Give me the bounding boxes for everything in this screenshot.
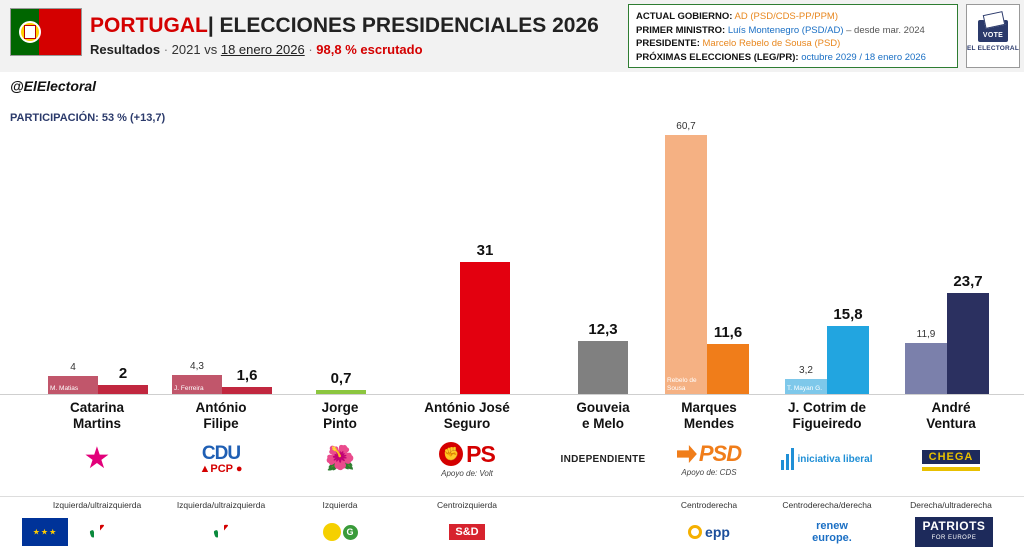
bar-prev-note-antonio-filipe: J. Ferreira <box>174 384 204 392</box>
candidate-name <box>33 395 161 432</box>
independiente-label: INDEPENDIENTE <box>560 453 646 465</box>
bar-cur-value-gouveia-e-melo: 12,3 <box>588 321 618 338</box>
footer-divider <box>0 496 1024 497</box>
info-gov-label: ACTUAL GOBIERNO: <box>636 11 733 22</box>
candidate-name-line2: Martins <box>72 416 121 431</box>
independent-icon <box>540 436 666 482</box>
bar-cur-value-jorge-pinto: 0,7 <box>330 370 352 387</box>
ideology-andre-ventura: Derecha/ultraderecha <box>910 500 992 510</box>
info-box <box>628 4 958 68</box>
ps-fist-symbol <box>439 442 463 466</box>
candidate-marques-mendes[interactable] <box>650 395 768 482</box>
ideology-jorge-pinto: Izquierda <box>322 500 358 510</box>
bar-cur-value-catarina-martins: 2 <box>118 365 128 382</box>
candidate-cotrim-de-figueiredo[interactable] <box>763 395 891 482</box>
bar-cur-catarina-martins <box>98 365 148 394</box>
iniciativa-liberal-icon <box>763 436 891 482</box>
sd-icon <box>432 518 502 546</box>
bar-cur-value-antonio-filipe: 1,6 <box>236 367 258 384</box>
ballot-box-text: VOTE <box>982 32 1004 39</box>
info-pres-label: PRESIDENTE: <box>636 38 700 49</box>
ps-apoyo-label: Apoyo de: Volt <box>441 468 493 478</box>
candidate-name <box>890 395 1012 432</box>
subtitle-date: 18 enero 2026 <box>220 42 305 57</box>
sd-label: S&D <box>449 524 484 540</box>
candidates-band <box>0 395 1024 496</box>
info-pm-label: PRIMER MINISTRO: <box>636 24 726 36</box>
candidate-name-line1: Gouveia <box>576 400 630 415</box>
subtitle-dot1: · <box>163 42 169 57</box>
candidate-jorge-pinto[interactable] <box>285 395 395 482</box>
candidate-catarina-martins[interactable] <box>33 395 161 482</box>
renew-line1: renew <box>816 520 848 532</box>
info-president <box>636 37 950 51</box>
subtitle-dot2: · <box>308 42 313 57</box>
bar-cur-marques-mendes <box>707 324 749 394</box>
ps-label: PS <box>466 440 495 467</box>
renew-line2: europe. <box>812 532 852 544</box>
elelectoral-logo <box>966 4 1020 68</box>
candidate-andre-ventura[interactable] <box>890 395 1012 482</box>
il-label: iniciativa liberal <box>797 453 873 465</box>
bar-prev-value-antonio-filipe: 4,3 <box>190 361 204 372</box>
candidate-name <box>397 395 537 432</box>
candidate-name <box>285 395 395 432</box>
title-rest: | ELECCIONES PRESIDENCIALES 2026 <box>207 14 599 37</box>
bar-chart <box>0 121 1024 395</box>
pcp-label: ▲PCP ● <box>199 462 243 475</box>
page-title <box>90 14 599 38</box>
portugal-flag-icon <box>10 8 82 56</box>
bar-cur-cotrim-de-figueiredo <box>827 306 869 394</box>
candidate-name-line2: Seguro <box>443 416 491 431</box>
bar-prev-value-marques-mendes: 60,7 <box>676 121 696 132</box>
cdu-pcp-icon <box>157 436 285 482</box>
subtitle-counted: 98,8 % escrutado <box>316 42 423 57</box>
bar-prev-note-marques-mendes: Rebelo de Sousa <box>667 377 697 392</box>
candidate-name-line1: António <box>195 400 247 415</box>
psd-label: PSD <box>698 441 742 466</box>
candidate-name <box>650 395 768 432</box>
bar-prev-antonio-filipe <box>172 361 222 394</box>
candidate-name-line1: André <box>931 400 971 415</box>
bar-cur-andre-ventura <box>947 273 989 394</box>
title-country: PORTUGAL <box>90 14 208 37</box>
candidate-name-line1: J. Cotrim de <box>787 400 866 415</box>
info-pm <box>636 24 950 38</box>
candidate-name-line1: Jorge <box>321 400 359 415</box>
candidate-name-line1: Marques <box>681 400 737 415</box>
bar-prev-catarina-martins <box>48 362 98 394</box>
tick-green-icon-catarina: ✔ <box>87 519 107 544</box>
subtitle <box>90 42 423 57</box>
bar-cur-value-antonio-jose-seguro: 31 <box>476 242 494 259</box>
bar-prev-marques-mendes <box>665 121 707 394</box>
bar-cur-value-marques-mendes: 11,6 <box>713 324 743 341</box>
livre-flower-icon: 🌺 <box>325 445 355 472</box>
candidate-name-line1: António José <box>424 400 510 415</box>
ideology-antonio-filipe: Izquierda/ultraizquierda <box>176 500 266 510</box>
brand-label: EL ELECTORAL <box>967 45 1019 52</box>
chega-icon <box>890 436 1012 482</box>
footer-band <box>0 496 1024 551</box>
candidate-name <box>540 395 666 432</box>
chega-label: CHEGA <box>922 450 981 464</box>
ideology-marques-mendes: Centroderecha <box>680 500 738 510</box>
info-pm-value: Luís Montenegro (PSD/AD) <box>727 24 844 36</box>
tick-green-icon-filipe: ✔ <box>211 519 231 544</box>
candidate-antonio-jose-seguro[interactable] <box>397 395 537 482</box>
greens-efa-icon: G <box>305 518 375 546</box>
info-next-label: PRÓXIMAS ELECCIONES (LEG/PR): <box>636 51 799 63</box>
bar-prev-note-cotrim-de-figueiredo: T. Mayan G. <box>787 384 823 392</box>
bloco-estrela-icon: ★ <box>83 442 111 475</box>
info-pres-value: Marcelo Rebelo de Sousa (PSD) <box>702 38 841 49</box>
candidate-name-line2: Filipe <box>203 416 239 431</box>
patriots-label: PATRIOTS <box>922 519 986 533</box>
bar-cur-gouveia-e-melo <box>578 321 628 394</box>
bar-cur-antonio-filipe <box>222 367 272 394</box>
ps-fist-icon <box>397 436 537 482</box>
bar-prev-value-cotrim-de-figueiredo: 3,2 <box>799 365 813 376</box>
candidate-gouveia-e-melo[interactable] <box>540 395 666 482</box>
epp-icon <box>674 518 744 546</box>
info-gov-value: AD (PSD/CDS-PP/PPM) <box>734 11 838 22</box>
epp-label: epp <box>705 524 730 540</box>
bar-cur-value-andre-ventura: 23,7 <box>953 273 983 290</box>
psd-apoyo-label: Apoyo de: CDS <box>681 468 737 477</box>
psd-arrow-symbol <box>677 445 697 463</box>
info-gov <box>636 10 950 24</box>
header-bar <box>0 0 1024 72</box>
ideology-antonio-jose-seguro: Centroizquierda <box>436 500 497 510</box>
bar-prev-cotrim-de-figueiredo <box>785 365 827 394</box>
social-handle: @ElElectoral <box>10 78 97 94</box>
participation-label: PARTICIPACIÓN: 53 % (+13,7) <box>10 112 166 124</box>
ballot-box-icon <box>978 20 1008 42</box>
subtitle-compare: 2021 vs <box>171 42 218 57</box>
candidate-name-line2: Mendes <box>683 416 735 431</box>
info-next-value: octubre 2029 / 18 enero 2026 <box>801 51 926 63</box>
bar-prev-value-andre-ventura: 11,9 <box>916 329 936 340</box>
bar-cur-antonio-jose-seguro <box>460 242 510 394</box>
candidate-name-line2: Ventura <box>926 416 976 431</box>
info-pm-since: – desde mar. 2024 <box>846 24 925 36</box>
candidate-name-line2: e Melo <box>581 416 624 431</box>
bar-prev-note-catarina-martins: M. Matias <box>50 384 79 392</box>
subtitle-results: Resultados <box>90 42 161 57</box>
candidate-name <box>157 395 285 432</box>
ideology-cotrim-de-figueiredo: Centroderecha/derecha <box>782 500 872 510</box>
candidate-antonio-filipe[interactable] <box>157 395 285 482</box>
bar-cur-jorge-pinto <box>316 370 366 394</box>
bar-cur-value-cotrim-de-figueiredo: 15,8 <box>833 306 863 323</box>
cdu-label: CDU <box>201 442 241 464</box>
candidate-name-line2: Pinto <box>323 416 357 431</box>
bar-prev-andre-ventura <box>905 329 947 394</box>
candidate-name-line2: Figueiredo <box>792 416 862 431</box>
patriots-sub: FOR EUROPE <box>931 535 977 541</box>
candidate-name <box>763 395 891 432</box>
bar-prev-value-catarina-martins: 4 <box>70 362 76 373</box>
psd-arrow-icon <box>650 436 768 482</box>
info-next <box>636 51 950 65</box>
renew-europe-icon <box>792 518 872 546</box>
ideology-catarina-martins: Izquierda/ultraizquierda <box>52 500 142 510</box>
candidate-name-line1: Catarina <box>69 400 125 415</box>
patriots-icon <box>908 518 1000 546</box>
